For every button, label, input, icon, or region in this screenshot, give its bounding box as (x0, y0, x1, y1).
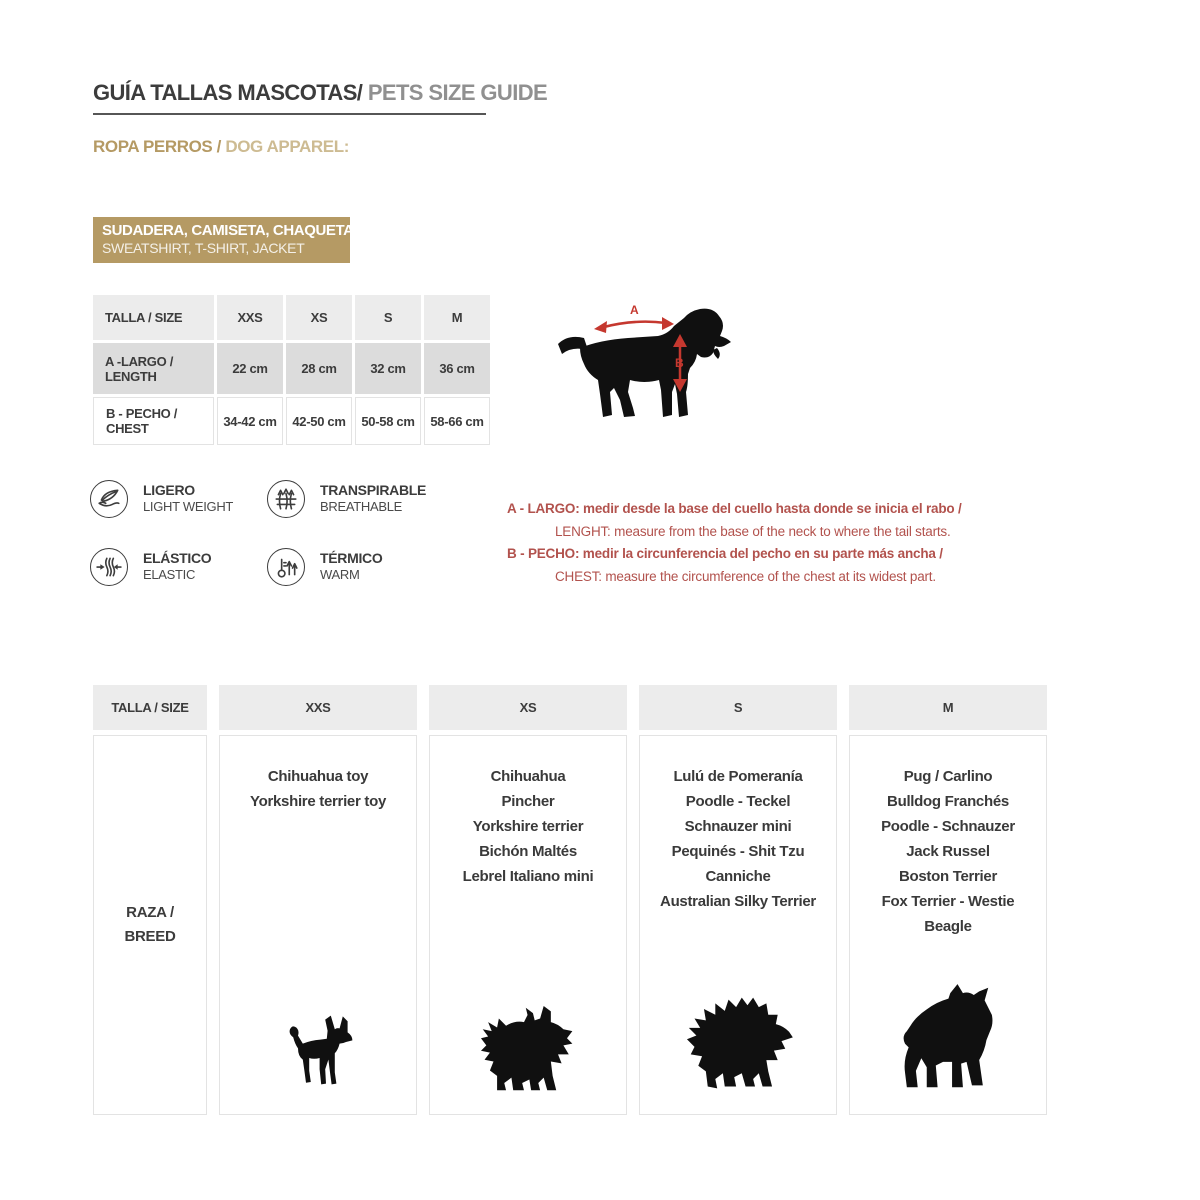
breed-cell-xs (429, 735, 627, 1115)
feature-label: ELÁSTICO (143, 550, 212, 566)
diagram-label-a: A (630, 303, 639, 317)
breed-item: Bichón Maltés (479, 843, 577, 860)
breed-item: Jack Russel (906, 843, 990, 860)
breed-item: Fox Terrier - Westie (881, 893, 1015, 910)
feature-sublabel: LIGHT WEIGHT (143, 499, 234, 514)
chest-s: 50-58 cm (355, 397, 421, 445)
breed-list-s (660, 764, 816, 914)
measurement-notes (507, 498, 977, 588)
elastic-stretch-icon (90, 548, 128, 586)
breed-cell-m (849, 735, 1047, 1115)
longhair-chihuahua-silhouette (472, 1002, 584, 1096)
breed-item: Pug / Carlino (903, 768, 993, 785)
category-box (93, 217, 358, 263)
note-length-en: LENGHT: measure from the base of the neck to where the tail starts. (555, 523, 951, 539)
breed-item: Lulú de Pomeranía (673, 768, 803, 785)
category-line-es: SUDADERA, CAMISETA, CHAQUETA/ (102, 222, 358, 239)
breed-item: Australian Silky Terrier (660, 893, 816, 910)
note-chest-en: CHEST: measure the circumference of the chest at its widest part. (555, 568, 936, 584)
breed-list-xxs (250, 764, 386, 814)
breed-item: Beagle (924, 918, 972, 935)
breed-item: Lebrel Italiano mini (462, 868, 594, 885)
note-length-es: A - LARGO: medir desde la base del cuello hasta donde se inicia el rabo / (507, 501, 962, 516)
page-title (93, 80, 547, 106)
feature-label: LIGERO (143, 482, 195, 498)
feature-breathable (267, 480, 426, 518)
chest-xxs: 34-42 cm (217, 397, 283, 445)
page-title-es: GUÍA TALLAS MASCOTAS/ (93, 80, 363, 105)
feature-sublabel: ELASTIC (143, 567, 196, 582)
breed-table-header-m: M (849, 685, 1047, 730)
french-bulldog-silhouette (896, 978, 1000, 1096)
breed-item: Yorkshire terrier toy (250, 793, 386, 810)
breed-cell-s (639, 735, 837, 1115)
feature-elastic (90, 548, 267, 586)
breed-item: Yorkshire terrier (472, 818, 584, 835)
breed-item: Chihuahua (490, 768, 566, 785)
size-table-header-s: S (355, 295, 421, 340)
breed-item: Poodle - Schnauzer (881, 818, 1015, 835)
size-table-header-label: TALLA / SIZE (93, 295, 214, 340)
category-line-en: SWEATSHIRT, T-SHIRT, JACKET (102, 240, 305, 256)
length-s: 32 cm (355, 343, 421, 394)
breathable-weave-icon (267, 480, 305, 518)
chest-xs: 42-50 cm (286, 397, 352, 445)
breed-item: Poodle - Teckel (685, 793, 791, 810)
feature-warm (267, 548, 426, 586)
pomeranian-silhouette (679, 992, 797, 1096)
feather-hand-icon (90, 480, 128, 518)
chest-row-label: B - PECHO / CHEST (93, 397, 214, 445)
size-table (93, 295, 490, 445)
breed-row-label (93, 735, 207, 1115)
apparel-subtitle (93, 137, 349, 157)
thermometer-icon (267, 548, 305, 586)
breed-table-header-xs: XS (429, 685, 627, 730)
page-title-en: PETS SIZE GUIDE (362, 80, 548, 105)
breed-table-header-xxs: XXS (219, 685, 417, 730)
fabric-features (90, 480, 426, 586)
feature-label: TRANSPIRABLE (320, 482, 427, 498)
size-table-header-xs: XS (286, 295, 352, 340)
breed-item: Boston Terrier (898, 868, 998, 885)
feature-lightweight (90, 480, 267, 518)
breed-item: Bulldog Franchés (887, 793, 1009, 810)
note-chest-es: B - PECHO: medir la circunferencia del pecho en su parte más ancha / (507, 546, 943, 561)
feature-text (320, 548, 382, 582)
breed-item: Pequinés - Shit Tzu (671, 843, 805, 860)
breed-table (93, 685, 1047, 1115)
breed-cell-xxs (219, 735, 417, 1115)
breed-list-m (881, 764, 1015, 939)
breed-item: Schnauzer mini (684, 818, 792, 835)
feature-sublabel: WARM (320, 567, 360, 582)
breed-table-header-label: TALLA / SIZE (93, 685, 207, 730)
breed-row-label-en: BREED (124, 928, 176, 945)
breed-list-xs (463, 764, 594, 889)
breed-item: Canniche (705, 868, 771, 885)
length-xs: 28 cm (286, 343, 352, 394)
size-table-header-xxs: XXS (217, 295, 283, 340)
feature-text (320, 480, 426, 514)
chihuahua-silhouette (282, 1004, 354, 1096)
apparel-subtitle-es: ROPA PERROS / (93, 137, 226, 156)
length-xxs: 22 cm (217, 343, 283, 394)
chest-m: 58-66 cm (424, 397, 490, 445)
size-table-header-m: M (424, 295, 490, 340)
breed-row-label-es: RAZA / (126, 904, 174, 921)
apparel-subtitle-en: DOG APPAREL: (225, 137, 349, 156)
feature-sublabel: BREATHABLE (320, 499, 403, 514)
measuring-diagram (550, 296, 750, 443)
breed-item: Chihuahua toy (267, 768, 369, 785)
title-underline (93, 113, 486, 115)
length-row-label: A -LARGO / LENGTH (93, 343, 214, 394)
diagram-label-b: B (675, 356, 684, 370)
feature-text (143, 548, 211, 582)
feature-text (143, 480, 233, 514)
feature-label: TÉRMICO (320, 550, 383, 566)
breed-table-header-s: S (639, 685, 837, 730)
breed-item: Pincher (501, 793, 555, 810)
labrador-measure-silhouette (550, 296, 750, 438)
length-m: 36 cm (424, 343, 490, 394)
